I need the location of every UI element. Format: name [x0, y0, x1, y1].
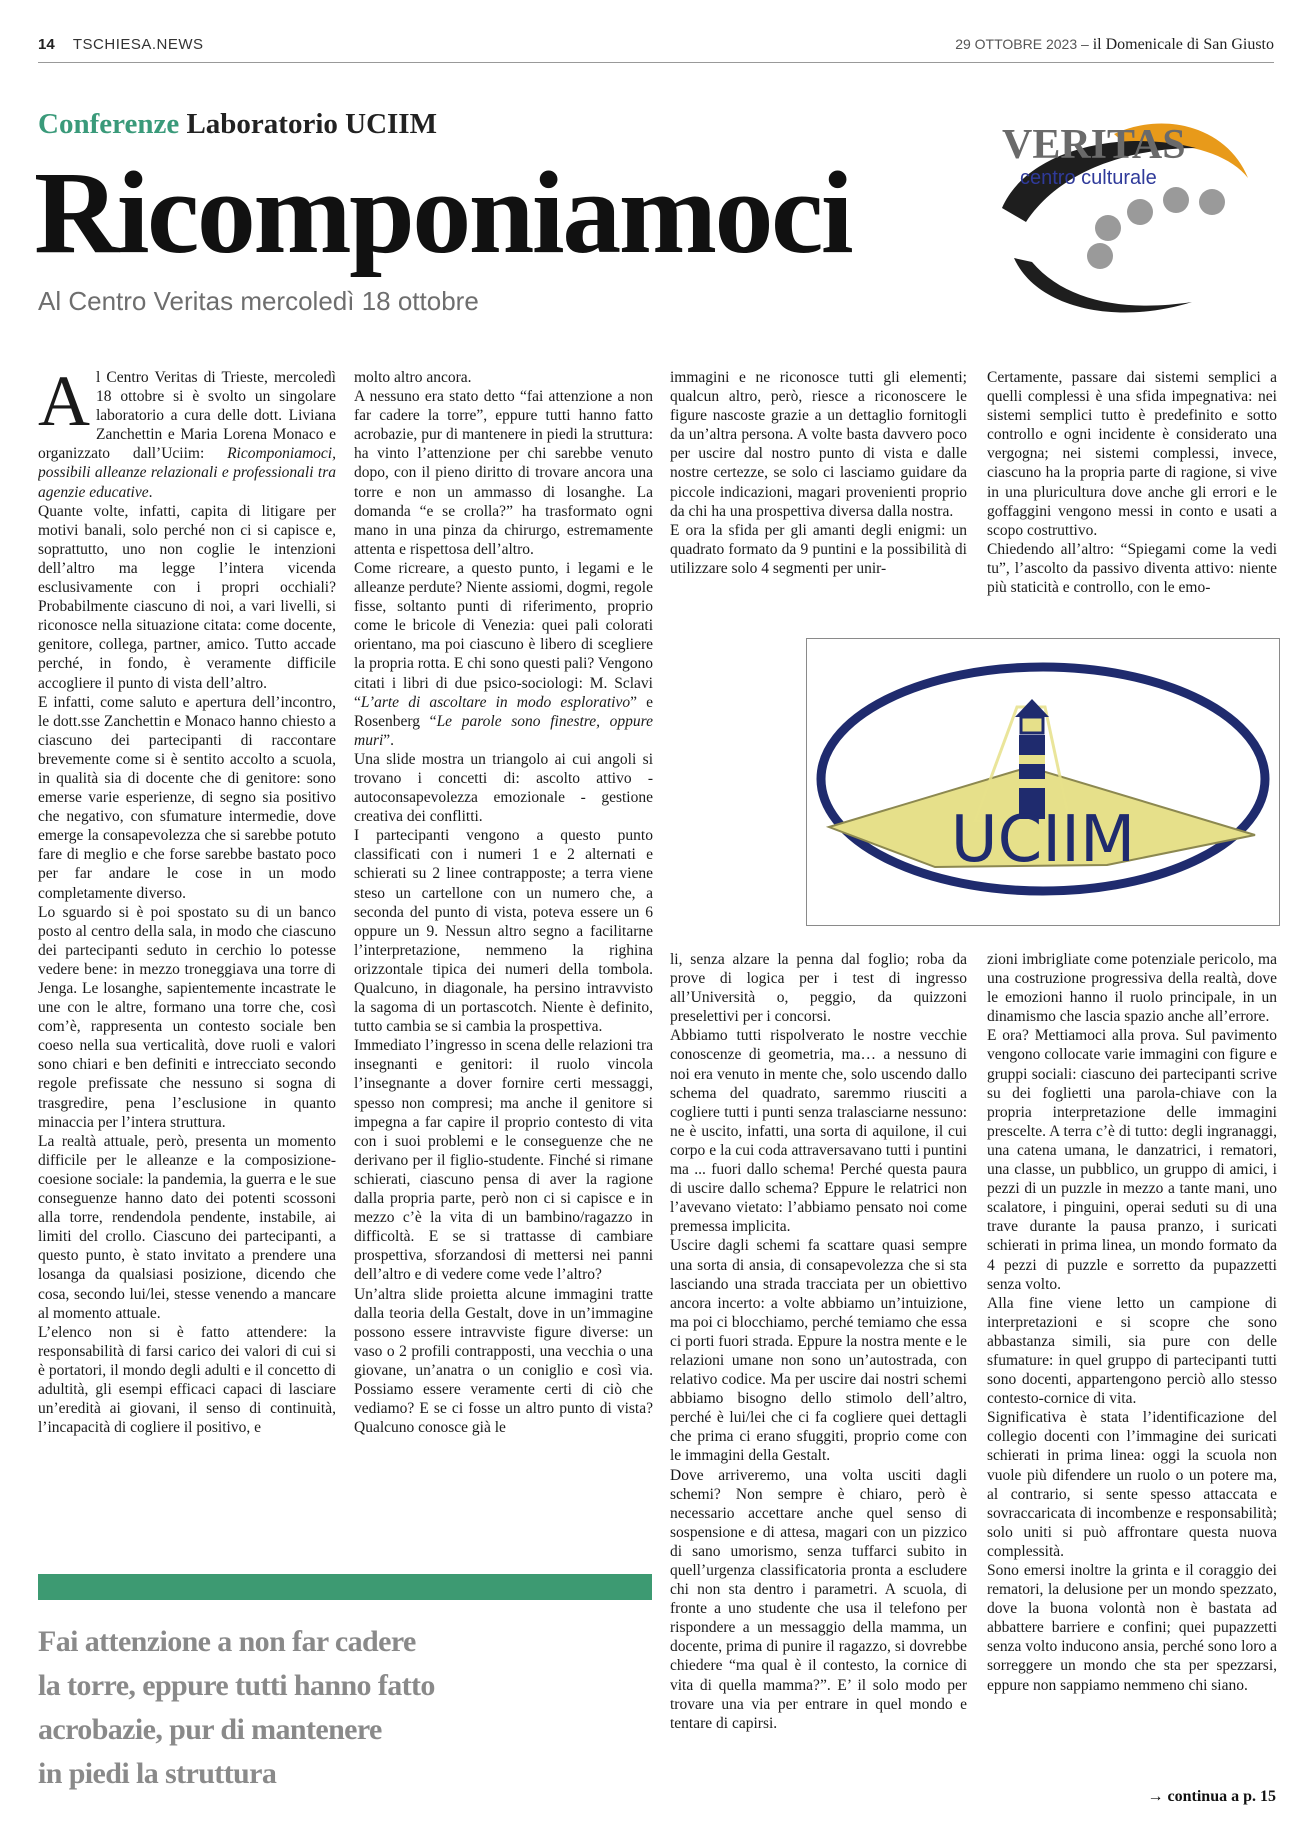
lighthouse-stripe-icon	[1019, 779, 1045, 788]
veritas-logo-icon	[996, 112, 1254, 332]
article-column-4-top	[987, 368, 1277, 613]
paragraph: E ora? Mettiamoci alla prova. Sul pavimento vengono collocate varie immagini con figure e gruppi sociali: ciascuno dei partecipanti scrive su dei foglietti una parola-chiave con la propria interpretazione delle immagini prescelte. A terra c’è di tutto: degli ingranaggi, una catena umana, le danzatrici, i rematori, una classe, un pubblico, un gruppo di amici, i pezzi di un puzzle in mezzo a tante mani, uno scalatore, i pinguini, operai seduti su di una trave durante la pausa pranzo, i suricati schierati in prima linea, un mondo formato da 4 pezzi di puzzle e sorretto da pupazzetti senza volto.	[987, 1027, 1277, 1293]
text-run: .	[148, 483, 153, 501]
lighthouse-stripe-icon	[1019, 755, 1045, 764]
paragraph: Certamente, passare dai sistemi semplici a quelli complessi è una sfida impegnativa: nei sistemi semplici tutto è predefinito e sotto controllo e ogni incidente è considerato una vergogna; nei sistemi complessi, invece, ciascuno ha la propria parte di ragione, si vive in una pluricultura dove anche gli errori e le goffaggini vengono messi in conto e usati a scopo costruttivo.	[987, 369, 1277, 539]
paragraph	[38, 368, 336, 502]
uciim-logo-image	[806, 638, 1280, 926]
drop-cap: A	[38, 368, 90, 441]
page-number: 14	[38, 36, 55, 53]
article-column-3-top	[670, 368, 967, 613]
paragraph: E infatti, come saluto e apertura dell’incontro, le dott.sse Zanchettin e Monaco hanno chiesto a ciascuno dei partecipanti di raccontare brevemente come si è sentito accolto a scuola, in qualità sia di docente che di genitore: sono emerse varie esperienze, di segno sia positivo che negativo, con sfumature intermedie, dove emerge la consapevolezza che si sarebbe potuto fare di meglio e che forse sarebbe bastato poco per far andare le cose in un modo completamente diverso.	[38, 693, 336, 902]
paragraph: immagini e ne riconosce tutti gli elementi; qualcun altro, però, riesce a riconoscere le figure nascoste grazie a un dettaglio fornitogli da un’altra persona. A volte basta davvero poco per uscire dal nostro punto di vista e dalle nostre certezze, se solo ci lasciamo guidare da piccole indicazioni, magari provenienti proprio da chi ha una prospettiva diversa dalla nostra.	[670, 369, 967, 520]
veritas-subtitle: centro culturale	[1020, 167, 1157, 189]
veritas-dot-icon	[1127, 199, 1153, 225]
paragraph: Una slide mostra un triangolo ai cui angoli si trovano i concetti di: ascolto attivo - autoconsapevolezza emozionale - gestione creativa dei conflitti.	[354, 750, 653, 826]
paragraph: Sono emersi inoltre la grinta e il coraggio dei rematori, la delusione per un mondo spezzato, dove la buona volontà non è bastata ad abbattere barriere e confini; quei pupazzetti senza volto inducono ansia, perché sono loro a sorreggere un mondo che sta per spezzarsi, eppure non sappiamo nemmeno chi siano.	[987, 1562, 1277, 1694]
pullquote	[38, 1620, 652, 1796]
pullquote-line: in piedi la struttura	[38, 1757, 277, 1790]
veritas-dot-icon	[1199, 189, 1225, 215]
article-title: Ricomponiamoci	[34, 147, 852, 278]
article-subtitle: Al Centro Veritas mercoledì 18 ottobre	[38, 286, 479, 316]
paragraph: zioni imbrigliate come potenziale pericolo, ma una costruzione progressiva della realtà, dove le emozioni hanno il ruolo principale, in un dinamismo che lascia spazio anche all’errore.	[987, 951, 1277, 1026]
pullquote-line: Fai attenzione a non far cadere	[38, 1625, 416, 1658]
paragraph: li, senza alzare la penna dal foglio; roba da prove di logica per i test di ingresso all’Università o, peggio, da quizzoni preselettivi per i concorsi.	[670, 951, 967, 1026]
pullquote-line: la torre, eppure tutti hanno fatto	[38, 1669, 435, 1702]
text-run: ”.	[383, 731, 395, 749]
topic-label: Laboratorio UCIIM	[186, 108, 437, 140]
uciim-wordmark: UCIIM	[950, 803, 1136, 877]
header-rule	[38, 62, 1274, 63]
veritas-dot-icon	[1163, 187, 1189, 213]
text-run: Come ricreare, a questo punto, i legami e le alleanze perdute? Niente assiomi, dogmi, regole fisse, soltanto punti di riferimento, proprio come le bricole di Venezia: quei pali colorati orientano, ma poi ciascuno è libero di scegliere la propria rotta. E chi sono questi pali? Vengono citati i libri di due psico-sociologi: M. Sclavi “	[354, 559, 653, 711]
article-kicker	[38, 108, 437, 141]
continue-link[interactable]: → continua a p. 15	[1147, 1788, 1276, 1805]
issue-info	[955, 36, 1274, 54]
paragraph: Lo sguardo si è poi spostato su di un banco posto al centro della sala, in modo che ciascuno dei partecipanti seduto in cerchio lo potesse vedere bene: in mezzo troneggiava una torre di Jenga. Le losanghe, sapientemente incastrate le une con le altre, formano una torre che, così com’è, rappresenta un contesto sociale ben coeso nella sua verticalità, dove ruoli e valori sono chiari e ben definiti e intrecciato secondo regole prefissate che nessuno si sogna di trasgredire, pena l’esclusione in quanto minaccia per l’intera struttura.	[38, 903, 336, 1131]
paragraph: Un’altra slide proietta alcune immagini tratte dalla teoria della Gestalt, dove in un’immagine possono essere intravviste figure diverse: un vaso o 2 profili contrapposti, una vecchia o una giovane, un’anatra o un coniglio e così via. Possiamo essere veramente certi di ciò che vediamo? E se ci fosse un altro punto di vista? Qualcuno conosce già le	[354, 1285, 653, 1437]
veritas-wordmark: VERITAS	[1002, 122, 1186, 168]
text-run: l Centro Veritas di Trieste, mercoledì 18 ottobre si è svolto un singolare laboratorio a cura delle dott. Liviana Zanchettin e Maria Lorena Monaco e organizzato dall’Uciim:	[38, 369, 336, 463]
text-emphasis: Ricomponiamoci, possibili alleanze relazionali e professionali tra agenzie educative	[38, 445, 336, 501]
text-emphasis: Le parole sono finestre, oppure muri	[354, 712, 653, 749]
paragraph: L’elenco non si è fatto attendere: la responsabilità di farsi carico dei valori di cui si è portatori, il mondo degli adulti e il concetto di adultità, gli esempi efficaci capaci di lasciare un’eredità ai giovani, il senso di continuità, l’incapacità di cogliere il positivo, e	[38, 1323, 336, 1437]
paragraph: Abbiamo tutti rispolverato le nostre vecchie conoscenze di geometria, ma… a nessuno di noi era venuto in mente che, solo uscendo dallo schema del quadrato, saremmo riusciti a cogliere tutti i punti senza tralasciarne nessuno: ne è uscito, infatti, una sorta di aquilone, il cui corpo e la cui coda attraversavano tutti i puntini ma ... fuori dallo schema! Perché questa paura di uscire dallo schema? Eppure le relatrici non l’avevano vietato: l’abbiamo pensato noi come premessa implicita.	[670, 1027, 967, 1236]
article-column-1	[38, 368, 336, 1528]
lighthouse-lamp-icon	[1021, 717, 1043, 733]
paragraph: Immediato l’ingresso in scena delle relazioni tra insegnanti e genitori: il ruolo vincola l’insegnante a dover fornire certi messaggi, spesso non compresi; ma anche il genitore si impegna a far capire il proprio contesto di vita con i suoi problemi e le conseguenze che ne derivano per il figlio-studente. Finché si rimane schierati, ciascuno pensa di aver la ragione dalla propria parte, però non ci si capisce e in mezzo c’è la vita di un bambino/ragazzo in difficoltà. E se si trattasse di cambiare prospettiva, sforzandosi di mettersi nei panni dell’altro e di vedere come vede l’altro?	[354, 1037, 653, 1284]
paragraph: Chiedendo all’altro: “Spiegami come la vedi tu”, l’ascolto da passivo diventa attivo: niente più staticità e controllo, con le emo-	[987, 540, 1277, 597]
article-column-3-bottom	[670, 950, 967, 1790]
paragraph	[354, 559, 653, 750]
paper-name: il Domenicale di San Giusto	[1092, 36, 1274, 53]
article-column-4-bottom	[987, 950, 1277, 1750]
paragraph: Quante volte, infatti, capita di litigare per motivi banali, solo perché non ci si capisce e, soprattutto, uno non coglie le intenzioni dell’altro ma legge l’intera vicenda esclusivamente con i propri occhiali? Probabilmente ciascuno di noi, a vari livelli, si riconosce nella situazione citata: come docente, genitore, collega, partner, amico. Tutto accade perché, in fondo, è veramente difficile accogliere il punto di vista dell’altro.	[38, 502, 336, 692]
issue-date: 29 OTTOBRE 2023 –	[955, 36, 1089, 52]
site-name[interactable]: TSCHIESA.NEWS	[72, 36, 204, 53]
paragraph: I partecipanti vengono a questo punto classificati con i numeri 1 e 2 alternati e schierati su 2 linee contrapposte; a terra viene steso un cartellone con un numero che, a seconda del punto di vista, poteva essere un 6 oppure un 9. Nessun altro segno a facilitarne l’interpretazione, nemmeno la righina orizzontale tipica dei numeri della tombola. Qualcuno, in diagonale, ha persino intravvisto la sagoma di un portascotch. Niente è definito, tutto cambia se si cambia la prospettiva.	[354, 827, 653, 1036]
page-header	[38, 36, 1274, 60]
paragraph: E ora la sfida per gli amanti degli enigmi: un quadrato formato da 9 puntini e la possibilità di utilizzare solo 4 segmenti per unir-	[670, 521, 967, 577]
paragraph: La realtà attuale, però, presenta un momento difficile per le alleanze e la composizione-coesione sociale: la pandemia, la guerra e le sue conseguenze hanno dato dei potenti scossoni alla torre, rendendola pendente, instabile, ai limiti del crollo. Ciascuno dei partecipanti, a questo punto, è stato invitato a prendere una losanga da qualsiasi posizione, dicendo che cosa, secondo lui/lei, stesse venendo a mancare al momento attuale.	[38, 1132, 336, 1322]
veritas-dot-icon	[1087, 243, 1113, 269]
paragraph: Alla fine viene letto un campione di interpretazioni e si scopre che sono abbastanza simili, sia pure con delle sfumature: in quel gruppo di partecipanti tutti sono docenti, appartengono perciò allo stesso contesto-cornice di vita.	[987, 1294, 1277, 1408]
paragraph: Uscire dagli schemi fa scattare quasi sempre una sorta di ansia, di consapevolezza che si sta lasciando una strada tracciata per un obiettivo ancora incerto: a volte abbiamo un’intuizione, ma poi ci blocchiamo, perché temiamo che essa ci porti fuori strada. Eppure la nostra mente e le relazioni umane non sono un’autostrada, con relativo codice. Ma per uscire dai nostri schemi abbiamo bisogno dello stimolo dell’altro, perché è lui/lei che ci fa cogliere quei dettagli che prima ci erano sfuggiti, proprio come con le immagini della Gestalt.	[670, 1237, 967, 1465]
veritas-dot-icon	[1095, 215, 1121, 241]
pullquote-bar	[38, 1574, 652, 1600]
paragraph: molto altro ancora.	[354, 369, 472, 386]
paragraph: Dove arriveremo, una volta usciti dagli schemi? Non sempre è chiaro, però è necessario accettare anche quel senso di sospensione e di attesa, magari con un pizzico di sano umorismo, senza tuffarci subito in quell’urgenza classificatoria pronta a escludere chi non sta dentro i parametri. A scuola, di fronte a uno studente che usa il telefono per rispondere a un messaggio della mamma, un docente, prima di punire il ragazzo, si dovrebbe chiedere “ma qual è il contesto, la cornice di vita di quella mamma?”. E’ il solo modo per trovare una via per entrare in quel mondo e tentare di capirsi.	[670, 1466, 967, 1732]
text-run: ” e Rosenberg “	[354, 693, 653, 730]
section-label: Conferenze	[38, 108, 180, 140]
uciim-logo-icon	[807, 639, 1279, 925]
paragraph: Significativa è stata l’identificazione del collegio docenti con l’immagine dei suricati schierati in prima linea: oggi la scuola non vuole più difendere un ruolo o un potere ma, al contrario, si sente spesso attaccata e sovraccaricata di incombenze e responsabilità; solo uniti si può affrontare questa nuova complessità.	[987, 1409, 1277, 1560]
text-emphasis: L’arte di ascoltare in modo esplorativo	[360, 693, 631, 711]
article-column-2	[354, 368, 653, 1538]
paragraph: A nessuno era stato detto “fai attenzione a non far cadere la torre”, eppure tutti hanno fatto acrobazie, pur di mantenere in piedi la struttura: ha vinto l’attenzione per chi sarebbe venuto dopo, con il pieno diritto di trovare ancora una torre e non un ammasso di losanghe. La domanda “e se crolla?” ha trasformato ogni mano in una pinza da chirurgo, estremamente attenta e rispettosa dell’altro.	[354, 388, 653, 558]
pullquote-line: acrobazie, pur di mantenere	[38, 1713, 382, 1746]
